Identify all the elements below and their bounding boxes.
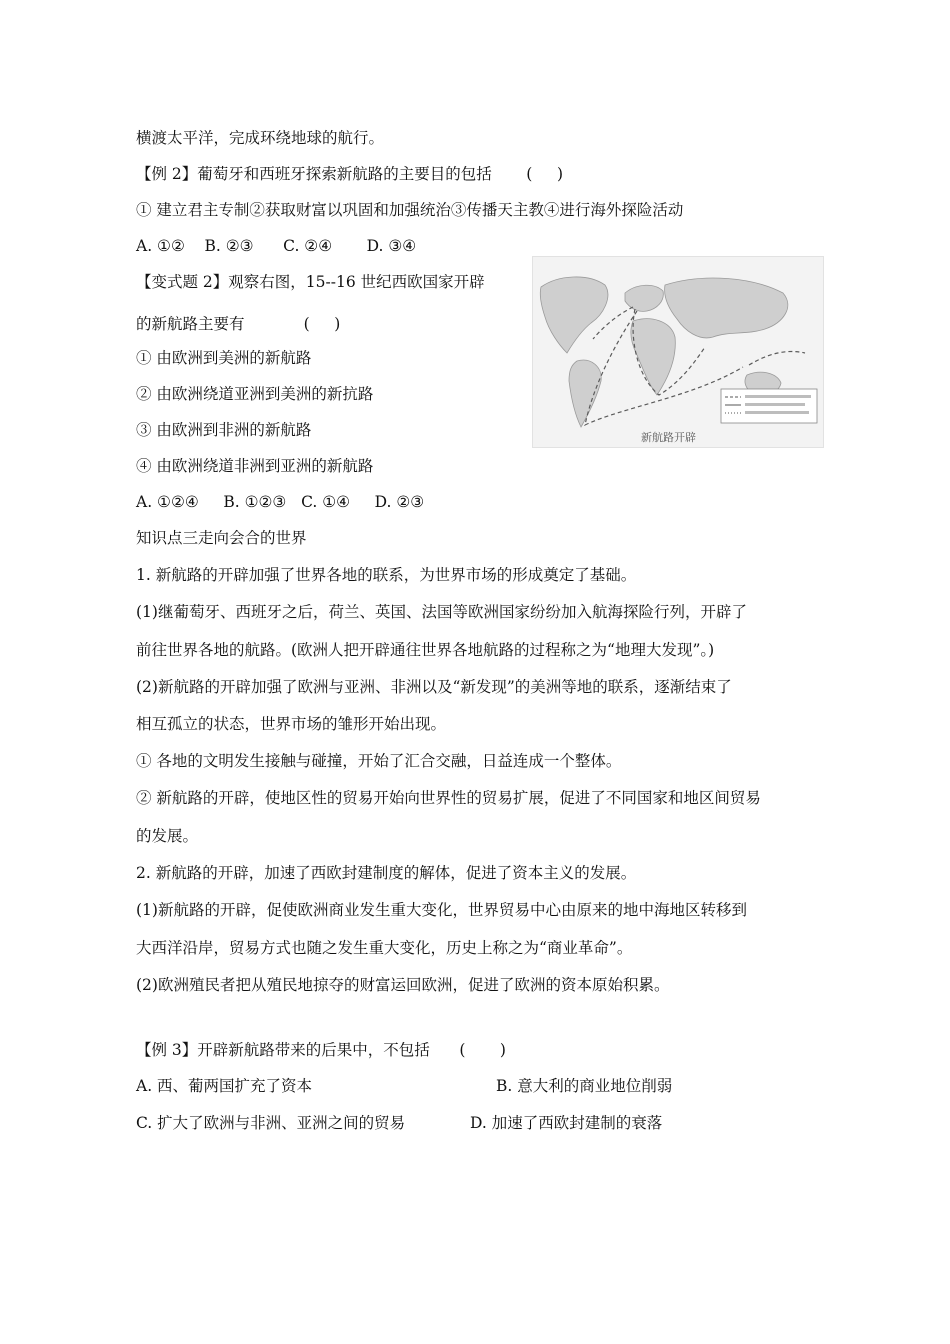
variant-2-item-3: ③ 由欧洲到非洲的新航路 bbox=[136, 421, 312, 439]
point-1: 1. 新航路的开辟加强了世界各地的联系，为世界市场的形成奠定了基础。 bbox=[136, 566, 637, 584]
point-2-1: (1)新航路的开辟，促使欧洲商业发生重大变化，世界贸易中心由原来的地中海地区转移到 bbox=[136, 901, 747, 919]
europe bbox=[625, 285, 663, 311]
route-pacific bbox=[749, 352, 805, 366]
variant-2-question: 【变式题 2】观察右图，15--16 世纪西欧国家开辟 bbox=[136, 273, 485, 291]
legend-box bbox=[721, 389, 817, 423]
point-1-1-cont: 前往世界各地的航路。(欧洲人把开辟通往世界各地航路的过程称之为“地理大发现”。) bbox=[136, 641, 715, 659]
point-1-1: (1)继葡萄牙、西班牙之后，荷兰、英国、法国等欧洲国家纷纷加入航海探险行列，开辟了 bbox=[136, 603, 747, 621]
north-america bbox=[540, 277, 608, 353]
variant-2-question-cont: 的新航路主要有 ( ) bbox=[136, 315, 341, 333]
south-america bbox=[569, 360, 601, 427]
point-2-1-cont: 大西洋沿岸，贸易方式也随之发生重大变化，历史上称之为“商业革命”。 bbox=[136, 939, 633, 957]
map-graphic bbox=[533, 257, 823, 447]
example-3-option-c: C. 扩大了欧洲与非洲、亚洲之间的贸易 bbox=[136, 1114, 406, 1132]
example-2-question: 【例 2】葡萄牙和西班牙探索新航路的主要目的包括 ( ) bbox=[136, 165, 564, 183]
new-routes-map bbox=[532, 256, 824, 448]
variant-2-options: A. ①②④ B. ①②③ C. ①④ D. ②③ bbox=[136, 493, 425, 511]
variant-2-item-4: ④ 由欧洲绕道非洲到亚洲的新航路 bbox=[136, 457, 374, 475]
section-heading: 知识点三走向会合的世界 bbox=[136, 529, 307, 547]
map-caption: 新航路开辟 bbox=[641, 431, 696, 444]
example-3-option-b: B. 意大利的商业地位削弱 bbox=[496, 1077, 673, 1095]
point-2-2: (2)欧洲殖民者把从殖民地掠夺的财富运回欧洲，促进了欧洲的资本原始积累。 bbox=[136, 976, 670, 994]
point-1-2-cont: 相互孤立的状态，世界市场的雏形开始出现。 bbox=[136, 715, 447, 733]
point-1-2-a: ① 各地的文明发生接触与碰撞，开始了汇合交融，日益连成一个整体。 bbox=[136, 752, 622, 770]
point-1-2: (2)新航路的开辟加强了欧洲与亚洲、非洲以及“新发现”的美洲等地的联系，逐渐结束了 bbox=[136, 678, 732, 696]
asia bbox=[665, 278, 788, 338]
africa bbox=[631, 319, 675, 395]
point-2: 2. 新航路的开辟，加速了西欧封建制度的解体，促进了资本主义的发展。 bbox=[136, 864, 637, 882]
example-3-option-d: D. 加速了西欧封建制的衰落 bbox=[470, 1114, 663, 1132]
variant-2-item-2: ② 由欧洲绕道亚洲到美洲的新抗路 bbox=[136, 385, 374, 403]
example-2-items: ① 建立君主专制②获取财富以巩固和加强统治③传播天主教④进行海外探险活动 bbox=[136, 201, 684, 219]
point-1-2-b: ② 新航路的开辟，使地区性的贸易开始向世界性的贸易扩展，促进了不同国家和地区间贸易 bbox=[136, 789, 761, 807]
example-2-options: A. ①② B. ②③ C. ②④ D. ③④ bbox=[136, 237, 417, 255]
variant-2-item-1: ① 由欧洲到美洲的新航路 bbox=[136, 349, 312, 367]
line-1: 横渡太平洋，完成环绕地球的航行。 bbox=[136, 129, 385, 147]
example-3-question: 【例 3】开辟新航路带来的后果中，不包括 ( ) bbox=[136, 1041, 506, 1059]
example-3-option-a: A. 西、葡两国扩充了资本 bbox=[136, 1077, 313, 1095]
point-1-2-b-cont: 的发展。 bbox=[136, 827, 199, 845]
